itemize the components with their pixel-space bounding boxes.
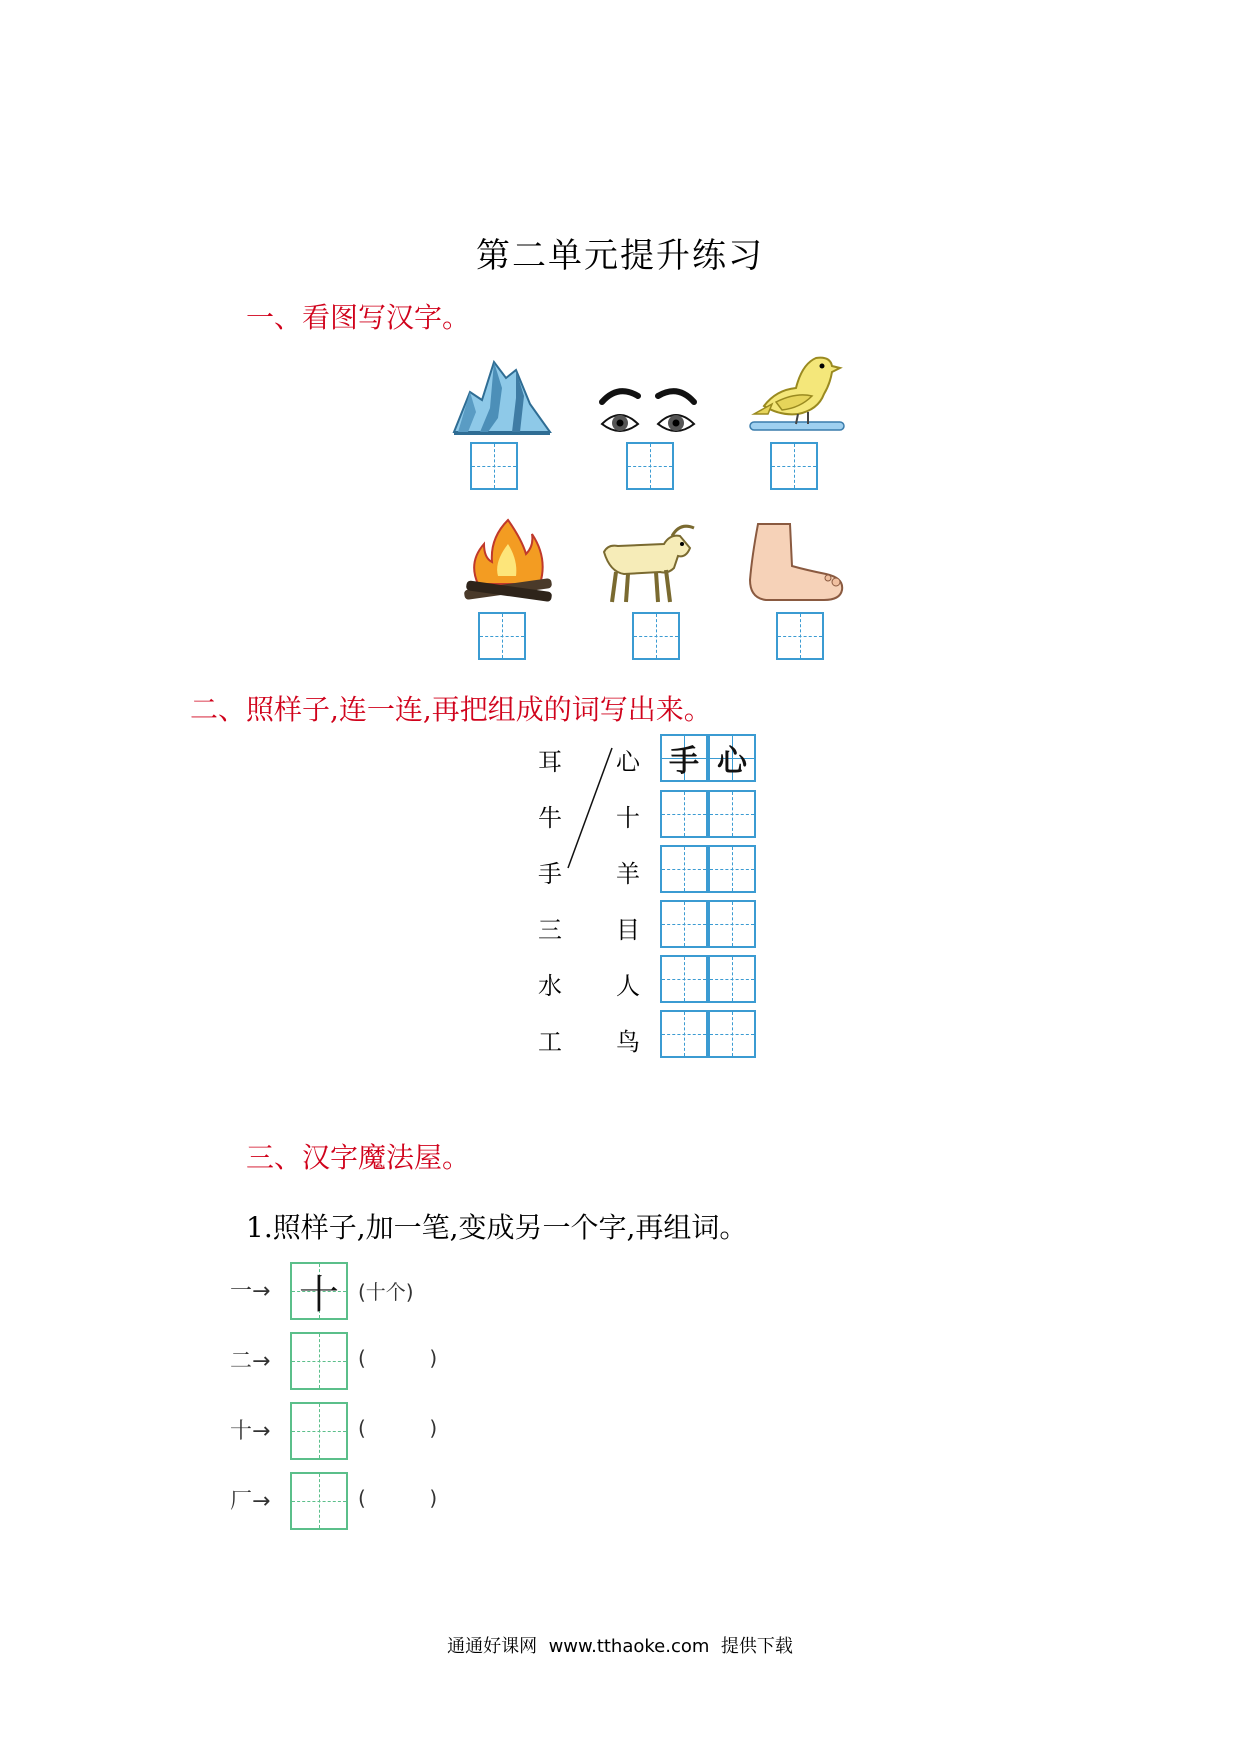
- right-char[interactable]: 心: [616, 748, 640, 776]
- magic-answer-cell[interactable]: [290, 1262, 348, 1320]
- left-char[interactable]: 三: [538, 916, 562, 944]
- goat-image: [594, 512, 698, 608]
- magic-answer-cell[interactable]: [290, 1332, 348, 1390]
- word-paren[interactable]: ( ): [358, 1346, 438, 1370]
- word-paren[interactable]: ( ): [358, 1486, 438, 1510]
- left-char[interactable]: 工: [538, 1028, 562, 1056]
- left-char[interactable]: 手: [538, 860, 562, 888]
- example-connect-line: [560, 740, 620, 880]
- word-cell[interactable]: [708, 1010, 756, 1058]
- left-char[interactable]: 水: [538, 972, 562, 1000]
- foot-image: [744, 516, 848, 612]
- word-cell[interactable]: [660, 734, 708, 782]
- word-paren[interactable]: (十个): [358, 1280, 414, 1304]
- base-char: [230, 1344, 270, 1375]
- arrow-icon: →: [252, 1489, 271, 1514]
- base-char-text: 一: [230, 1279, 253, 1304]
- page-title: 第二单元提升练习: [476, 236, 764, 276]
- word-cell-char: 心: [717, 744, 747, 779]
- answer-box-foot[interactable]: [776, 612, 824, 660]
- fire-image: [456, 514, 560, 610]
- base-char-text: 厂: [230, 1489, 253, 1514]
- section1-heading: 一、看图写汉字。: [246, 301, 471, 334]
- magic-answer-char: [292, 1334, 346, 1388]
- word-cell[interactable]: [660, 955, 708, 1003]
- word-cell[interactable]: [708, 845, 756, 893]
- arrow-icon: →: [252, 1349, 271, 1374]
- mountain-image: [450, 348, 554, 444]
- word-cell[interactable]: [660, 900, 708, 948]
- section2-heading: 二、照样子,连一连,再把组成的词写出来。: [190, 693, 712, 726]
- word-cell[interactable]: [660, 1010, 708, 1058]
- magic-answer-cell[interactable]: [290, 1472, 348, 1530]
- answer-box-bird[interactable]: [770, 442, 818, 490]
- base-char: [230, 1274, 270, 1305]
- base-char: [230, 1484, 270, 1515]
- left-char[interactable]: 耳: [538, 748, 562, 776]
- answer-box-eyes[interactable]: [626, 442, 674, 490]
- magic-answer-char: 十: [299, 1271, 339, 1318]
- base-char-text: 十: [230, 1419, 253, 1444]
- right-char[interactable]: 鸟: [616, 1028, 640, 1056]
- base-char: [230, 1414, 270, 1445]
- right-char[interactable]: 十: [616, 804, 640, 832]
- word-cell[interactable]: [708, 734, 756, 782]
- magic-answer-cell[interactable]: [290, 1402, 348, 1460]
- base-char-text: 二: [230, 1349, 253, 1374]
- footer-text: 通通好课网 www.tthaoke.com 提供下载: [447, 1636, 793, 1657]
- word-cell[interactable]: [660, 790, 708, 838]
- bird-image: [746, 344, 850, 440]
- word-paren[interactable]: ( ): [358, 1416, 438, 1440]
- section3-heading: 三、汉字魔法屋。: [246, 1141, 471, 1174]
- answer-box-goat[interactable]: [632, 612, 680, 660]
- arrow-icon: →: [252, 1279, 271, 1304]
- answer-box-fire[interactable]: [478, 612, 526, 660]
- left-char[interactable]: 牛: [538, 804, 562, 832]
- section3-instruction: 1.照样子,加一笔,变成另一个字,再组词。: [246, 1211, 748, 1244]
- right-char[interactable]: 目: [616, 916, 640, 944]
- right-char[interactable]: 人: [616, 972, 640, 1000]
- arrow-icon: →: [252, 1419, 271, 1444]
- word-cell-char: 手: [669, 744, 699, 779]
- word-cell[interactable]: [708, 955, 756, 1003]
- magic-answer-char: [292, 1404, 346, 1458]
- word-cell[interactable]: [708, 900, 756, 948]
- word-cell[interactable]: [708, 790, 756, 838]
- word-cell[interactable]: [660, 845, 708, 893]
- answer-box-mountain[interactable]: [470, 442, 518, 490]
- magic-answer-char: [292, 1474, 346, 1528]
- right-char[interactable]: 羊: [616, 860, 640, 888]
